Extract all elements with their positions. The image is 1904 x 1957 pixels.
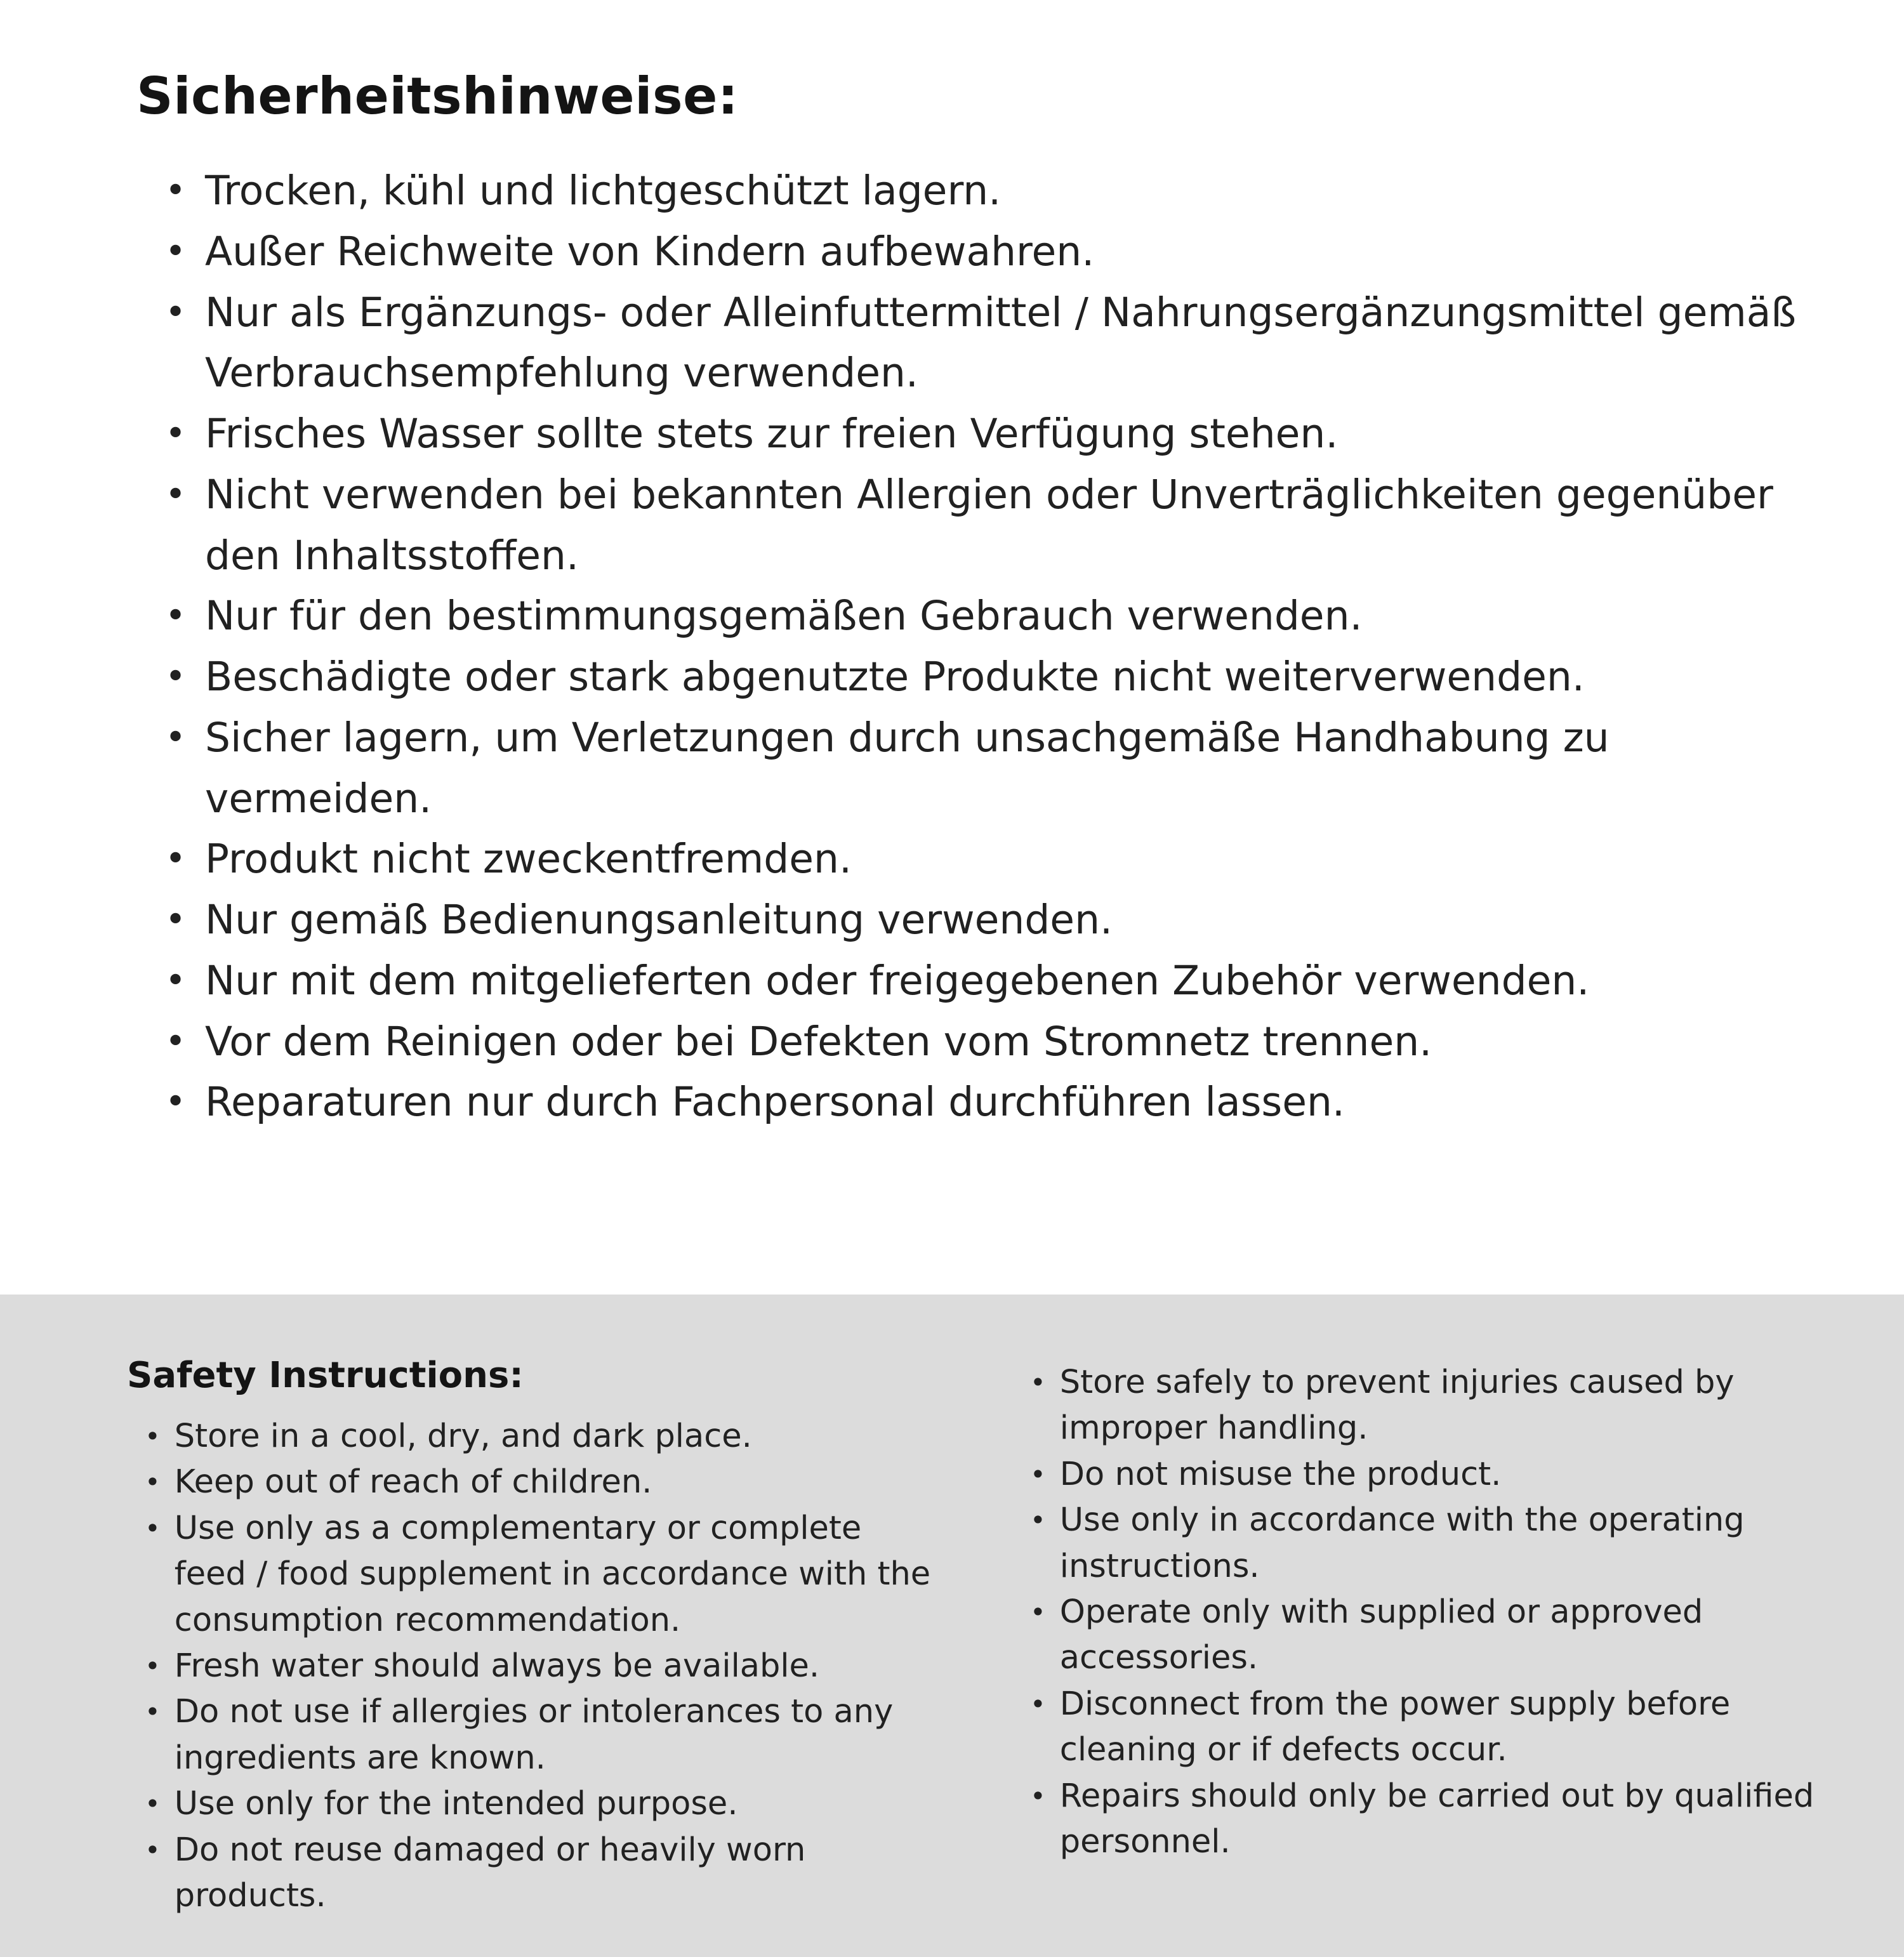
- english-list-item: [1012, 1590, 1821, 1682]
- english-list-item: [127, 1828, 936, 1920]
- bullet-marker: •: [165, 1081, 187, 1123]
- german-list-item-text: Reparaturen nur durch Fachpersonal durchführen lassen.: [205, 1079, 1345, 1126]
- english-list-item-text: Disconnect from the power supply before cleaning or if defects occur.: [1059, 1685, 1731, 1769]
- german-list-item: [136, 708, 1809, 829]
- english-list-item-text: Use only as a complementary or complete feed / food supplement in accordance with the consumption recommendation.: [174, 1509, 931, 1639]
- bullet-marker: •: [1030, 1458, 1046, 1490]
- german-list-item: [136, 161, 1809, 221]
- bullet-marker: •: [1030, 1688, 1046, 1720]
- german-section-title: Sicherheitshinweise:: [136, 67, 739, 126]
- english-section-title: Safety Instructions:: [127, 1355, 524, 1396]
- bullet-marker: •: [145, 1651, 161, 1682]
- german-list-item: [136, 586, 1809, 647]
- english-instructions-list-right: [1012, 1360, 1821, 1865]
- german-list-item: [136, 282, 1809, 404]
- german-list-item-text: Nicht verwenden bei bekannten Allergien oder Unverträglichkeiten gegenüber den Inhaltsstoffen.: [205, 471, 1773, 579]
- german-list-item: [136, 221, 1809, 282]
- german-list-item-text: Nur gemäß Bedienungsanleitung verwenden.: [205, 897, 1113, 943]
- english-right-column: [1012, 1355, 1821, 1919]
- german-list-item-text: Nur als Ergänzungs- oder Alleinfuttermittel / Nahrungsergänzungsmittel gemäß Verbrauchsempfehlung verwenden.: [205, 289, 1797, 397]
- english-list-item: [1012, 1360, 1821, 1452]
- bullet-marker: •: [165, 1020, 187, 1062]
- german-list-item-text: Produkt nicht zweckentfremden.: [205, 836, 852, 883]
- bullet-marker: •: [165, 291, 187, 333]
- german-list-item-text: Beschädigte oder stark abgenutzte Produkte nicht weiterverwenden.: [205, 654, 1585, 700]
- german-list-item: [136, 890, 1809, 951]
- english-list-item-text: Fresh water should always be available.: [174, 1647, 820, 1685]
- bullet-marker: •: [1030, 1780, 1046, 1812]
- english-list-item-text: Use only for the intended purpose.: [174, 1785, 738, 1823]
- german-instructions-list: [136, 161, 1809, 1133]
- german-list-item-text: Frisches Wasser sollte stets zur freien Verfügung stehen.: [205, 411, 1339, 457]
- german-list-item: [136, 951, 1809, 1011]
- bullet-marker: •: [1030, 1505, 1046, 1536]
- german-list-item-text: Nur für den bestimmungsgemäßen Gebrauch verwenden.: [205, 593, 1363, 640]
- german-list-item-text: Außer Reichweite von Kindern aufbewahren.: [205, 228, 1095, 275]
- english-list-item: [127, 1689, 936, 1781]
- english-list-item-text: Keep out of reach of children.: [174, 1463, 652, 1501]
- german-list-item: [136, 829, 1809, 890]
- english-list-item-text: Do not use if allergies or intolerances to any ingredients are known.: [174, 1693, 894, 1777]
- bullet-marker: •: [165, 959, 187, 1001]
- english-list-item: [127, 1414, 936, 1460]
- german-list-item: [136, 465, 1809, 586]
- english-section: [0, 1295, 1904, 1957]
- english-list-item: [1012, 1498, 1821, 1590]
- bullet-marker: •: [145, 1696, 161, 1728]
- english-list-item: [127, 1644, 936, 1689]
- bullet-marker: •: [165, 595, 187, 637]
- english-list-item-text: Use only in accordance with the operating instructions.: [1059, 1501, 1745, 1585]
- bullet-marker: •: [165, 413, 187, 454]
- german-list-item-text: Nur mit dem mitgelieferten oder freigegebenen Zubehör verwenden.: [205, 957, 1590, 1004]
- german-list-item-text: Trocken, kühl und lichtgeschützt lagern.: [205, 168, 1002, 214]
- bullet-marker: •: [145, 1788, 161, 1820]
- german-list-item-text: Sicher lagern, um Verletzungen durch unsachgemäße Handhabung zu vermeiden.: [205, 714, 1610, 822]
- bullet-marker: •: [165, 716, 187, 758]
- bullet-marker: •: [1030, 1597, 1046, 1628]
- english-list-item: [127, 1506, 936, 1644]
- english-instructions-list-left: [127, 1414, 936, 1919]
- english-list-item: [1012, 1774, 1821, 1866]
- german-list-item-text: Vor dem Reinigen oder bei Defekten vom Stromnetz trennen.: [205, 1018, 1432, 1065]
- english-list-item-text: Do not reuse damaged or heavily worn products.: [174, 1831, 806, 1915]
- german-list-item: [136, 1072, 1809, 1133]
- english-list-item-text: Repairs should only be carried out by qualified personnel.: [1059, 1777, 1815, 1861]
- bullet-marker: •: [145, 1512, 161, 1544]
- bullet-marker: •: [145, 1834, 161, 1866]
- german-list-item: [136, 647, 1809, 708]
- english-list-item-text: Do not misuse the product.: [1059, 1455, 1502, 1493]
- english-list-item: [127, 1460, 936, 1505]
- bullet-marker: •: [165, 656, 187, 697]
- bullet-marker: •: [165, 838, 187, 880]
- bullet-marker: •: [145, 1466, 161, 1498]
- bullet-marker: •: [165, 899, 187, 940]
- bullet-marker: •: [165, 230, 187, 272]
- english-list-item-text: Store in a cool, dry, and dark place.: [174, 1418, 752, 1455]
- bullet-marker: •: [165, 170, 187, 211]
- bullet-marker: •: [165, 473, 187, 515]
- german-list-item: [136, 1011, 1809, 1072]
- english-list-item-text: Store safely to prevent injuries caused by improper handling.: [1059, 1364, 1735, 1447]
- english-list-item: [1012, 1682, 1821, 1774]
- bullet-marker: •: [145, 1421, 161, 1452]
- bullet-marker: •: [1030, 1367, 1046, 1398]
- german-list-item: [136, 404, 1809, 465]
- english-list-item: [1012, 1452, 1821, 1498]
- english-list-item-text: Operate only with supplied or approved accessories.: [1059, 1593, 1703, 1677]
- english-list-item: [127, 1781, 936, 1827]
- english-left-column: [127, 1355, 936, 1919]
